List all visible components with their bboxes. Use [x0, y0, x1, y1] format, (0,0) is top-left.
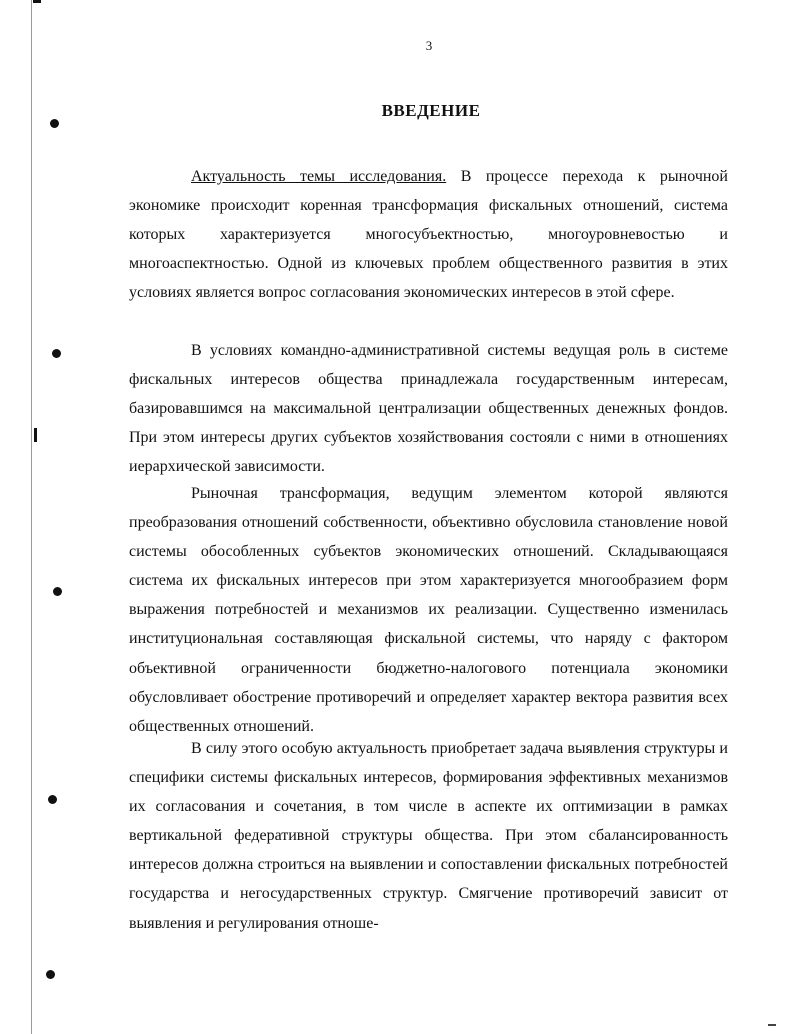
punch-hole: [46, 970, 55, 979]
punch-hole: [53, 587, 62, 596]
scan-edge-line: [768, 1024, 776, 1026]
scan-corner-mark: [33, 0, 41, 3]
paragraph: [129, 162, 728, 307]
paragraph: [129, 336, 728, 481]
punch-hole: [52, 349, 61, 358]
paragraph: [129, 734, 728, 938]
paragraph-text: В процессе перехода к рыночной экономике происходит коренная трансформация фискальных отношений, система которых характеризуется многосубъектностью, многоуровневостью и многоаспектностью. Одной из ключевых проблем общественного развития в этих условиях является вопрос согласования экономических интересов в этой сфере.: [129, 168, 728, 302]
scan-mark: [34, 428, 37, 442]
scan-edge-line: [31, 0, 32, 1034]
section-heading-inline: Актуальность темы исследования.: [191, 168, 447, 185]
page-title: ВВЕДЕНИЕ: [381, 101, 481, 120]
paragraph: [129, 479, 728, 741]
paragraph-text: В силу этого особую актуальность приобретает задача выявления структуры и специфики системы фискальных интересов, формирования эффективных механизмов их согласования и сочетания, в том числе в аспекте их оптимизации в рамках вертикальной федеративной структуры общества. При этом сбалансированность интересов должна строиться на выявлении и сопоставлении фискальных потребностей государства и негосударственных структур. Смягчение противоречий зависит от выявления и регулирования отноше-: [129, 740, 728, 932]
paragraph-text: Рыночная трансформация, ведущим элементом которой являются преобразования отношений собственности, объективно обусловила становление новой системы обособленных субъектов экономических отношений. Складывающаяся система их фискальных интересов при этом характеризуется многообразием форм выражения потребностей и механизмов их реализации. Существенно изменилась институциональная составляющая фискальной системы, что наряду с фактором объективной ограниченности бюджетно-налогового потенциала экономики обусловливает обострение противоречий и определяет характер вектора развития всех общественных отношений.: [129, 485, 728, 735]
punch-hole: [48, 795, 57, 804]
paragraph-text: В условиях командно-административной системы ведущая роль в системе фискальных интересов общества принадлежала государственным интересам, базировавшимся на максимальной централизации общественных денежных фондов. При этом интересы других субъектов хозяйствования состояли с ними в отношениях иерархической зависимости.: [129, 342, 728, 476]
page-number: 3: [425, 38, 433, 53]
